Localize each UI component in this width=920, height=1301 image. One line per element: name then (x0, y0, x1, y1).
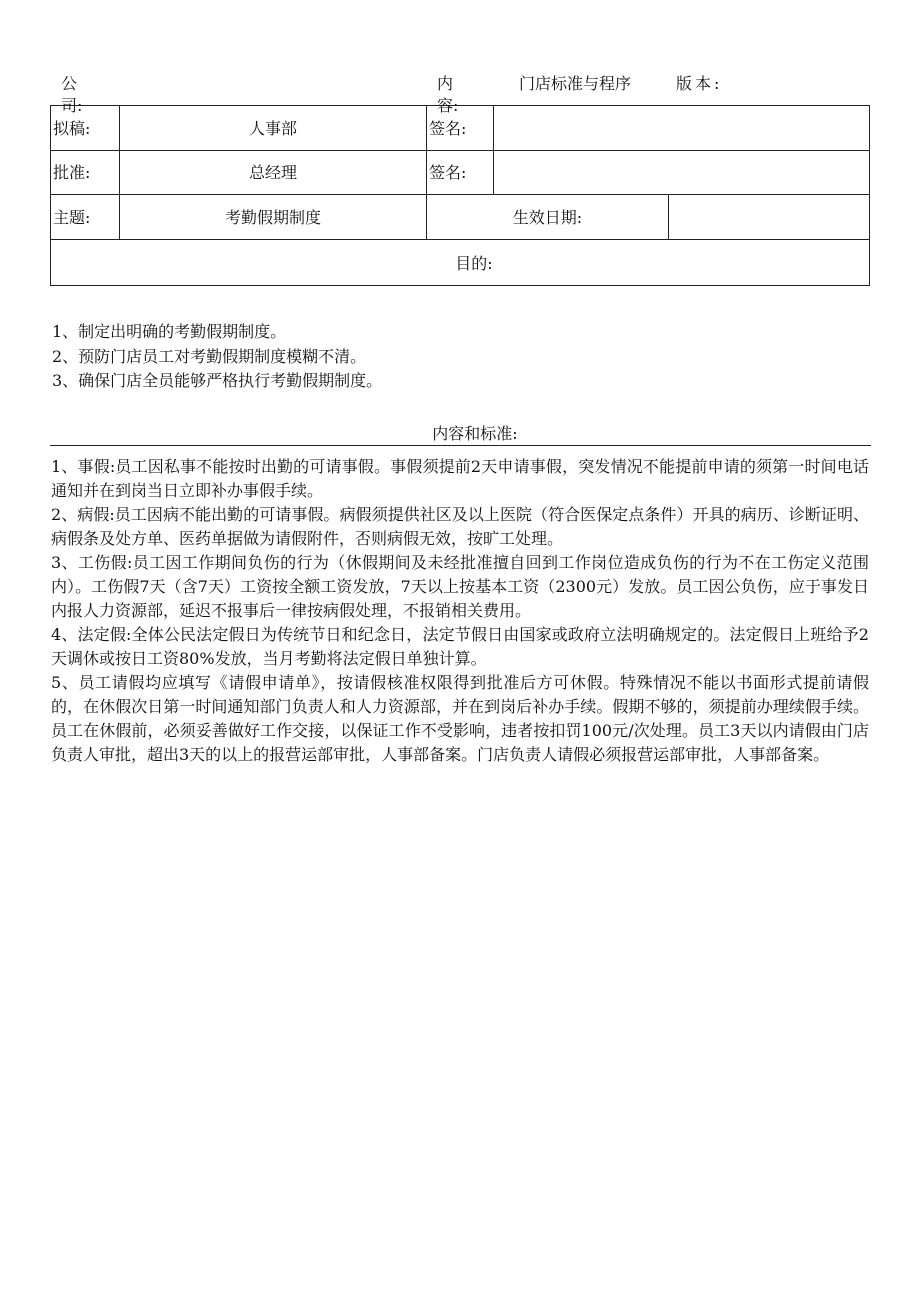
purpose-cell (50, 239, 870, 286)
subject-label: 主题: (53, 208, 91, 227)
sign-label-cell-2 (426, 150, 494, 195)
subject-value: 考勤假期制度 (224, 208, 321, 227)
rule-statutory-holiday: 4、法定假:全体公民法定假日为传统节日和纪念日，法定节假日由国家或政府立法明确规定的。法定假日上班给予2天调休或按日工资80%发放，当月考勤将法定假日单独计算。 (51, 625, 869, 668)
sign-field-2 (493, 150, 870, 195)
approve-value-cell (119, 150, 427, 195)
sign-label-2: 签名: (429, 163, 467, 182)
purpose-label: 目的: (455, 254, 493, 273)
purpose-list (52, 320, 872, 394)
draft-value-cell (119, 105, 427, 151)
rule-injury-leave: 3、工伤假:员工因工作期间负伤的行为（休假期间及未经批准擅自回到工作岗位造成负伤的行为不在工伤定义范围内）。工伤假7天（含7天）工资按全额工资发放，7天以上按基本工资（2300元）发放。员工因公负伤，应于事发日内报人力资源部，延迟不报事后一律按病假处理，不报销相关费用。 (51, 553, 869, 620)
version-label: 版本: (676, 74, 723, 93)
content-label-line2: 容: (437, 96, 459, 115)
sign-label-cell-1 (426, 105, 494, 151)
effective-label-cell (426, 194, 669, 240)
company-label-line1: 公 (61, 74, 78, 93)
sign-field-1 (493, 105, 870, 151)
info-table (50, 105, 870, 286)
rule-personal-leave: 1、事假:员工因私事不能按时出勤的可请事假。事假须提前2天申请事假，突发情况不能提前申请的须第一时间电话通知并在到岗当日立即补办事假手续。 (51, 457, 869, 500)
content-label-line1: 内 (437, 74, 454, 93)
approve-label: 批准: (53, 163, 91, 182)
purpose-item-1: 1、制定出明确的考勤假期制度。 (52, 322, 287, 341)
draft-value: 人事部 (248, 119, 297, 138)
subject-value-cell (119, 194, 427, 240)
section-divider (50, 445, 871, 446)
subject-label-cell (50, 194, 120, 240)
effective-date-field (668, 194, 870, 240)
draft-label-cell (50, 105, 120, 151)
content-title: 门店标准与程序 (519, 74, 632, 93)
approve-label-cell (50, 150, 120, 195)
rule-leave-application: 5、员工请假均应填写《请假申请单》，按请假核准权限得到批准后方可休假。特殊情况不能以书面形式提前请假的，在休假次日第一时间通知部门负责人和人力资源部，并在到岗后补办手续。假期不够的，须提前办理续假手续。员工在休假前，必须妥善做好工作交接，以保证工作不受影响，违者按扣罚100元/次处理。员工3天以内请假由门店负责人审批，超出3天的以上的报营运部审批，人事部备案。门店负责人请假必须报营运部审批，人事部备案。 (51, 673, 869, 764)
effective-label: 生效日期: (512, 208, 583, 227)
approve-value: 总经理 (248, 163, 297, 182)
company-label-line2: 司: (61, 96, 83, 115)
rules-list (51, 455, 869, 767)
section-title: 内容和标准: (432, 424, 518, 443)
sign-label-1: 签名: (429, 119, 467, 138)
draft-label: 拟稿: (53, 119, 91, 138)
purpose-item-3: 3、确保门店全员能够严格执行考勤假期制度。 (52, 371, 383, 390)
purpose-item-2: 2、预防门店员工对考勤假期制度模糊不清。 (52, 346, 367, 366)
rule-sick-leave: 2、病假:员工因病不能出勤的可请事假。病假须提供社区及以上医院（符合医保定点条件）开具的病历、诊断证明、病假条及处方单、医药单据做为请假附件，否则病假无效，按旷工处理。 (51, 505, 869, 548)
